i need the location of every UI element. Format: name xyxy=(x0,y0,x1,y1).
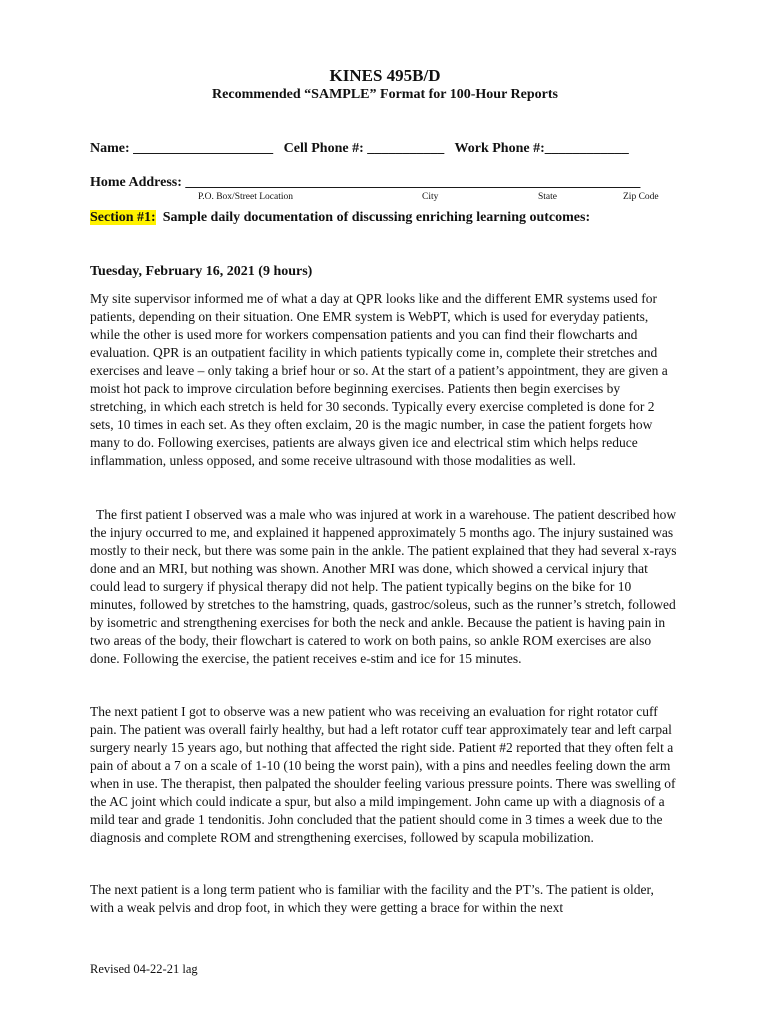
name-field-blank: ____________________ xyxy=(133,141,274,156)
section-title: Sample daily documentation of discussing enriching learning outcomes: xyxy=(162,210,591,225)
contact-row xyxy=(90,141,629,157)
home-address-label: Home Address: xyxy=(90,175,182,190)
address-row xyxy=(90,175,672,191)
state-sublabel: State xyxy=(538,192,557,202)
work-phone-field-blank: ____________ xyxy=(544,141,629,156)
address-sublabels xyxy=(90,192,672,206)
section-heading xyxy=(90,210,590,226)
section-label-highlighted: Section #1: xyxy=(90,210,156,225)
cell-phone-label: Cell Phone #: xyxy=(283,141,364,156)
cell-phone-field-blank: ___________ xyxy=(367,141,445,156)
document-subtitle: Recommended “SAMPLE” Format for 100-Hour Reports xyxy=(212,87,558,102)
revision-footer: Revised 04-22-21 lag xyxy=(90,962,198,976)
entry-paragraph: My site supervisor informed me of what a day at QPR looks like and the different EMR systems used for patients, depending on their situation. One EMR system is WebPT, which is used for everyday patients, while the other is used more for workers compensation patients and you can find their flowcharts and evaluation. QPR is an outpatient facility in which patients typically come in, complete their stretches and exercises and leave – only taking a brief hour or so. At the start of a patient’s appointment, they are given a moist hot pack to improve circulation before beginning exercises. Patients then begin exercises by stretching, in which each stretch is held for 30 seconds. Typically every exercise completed is done for 2 sets, 10 times in each set. As they often exclaim, 20 is the magic number, in case the patient forgets how many to do. Following exercises, patients are always given ice and electrical stim which helps reduce inflammation, unless opposed, and some receive ultrasound with those modalities as well. xyxy=(90,291,668,468)
street-sublabel: P.O. Box/Street Location xyxy=(198,192,293,202)
name-label: Name: xyxy=(90,141,130,156)
document-title: KINES 495B/D xyxy=(329,66,441,85)
home-address-field-blank: _________________________________________________________________ xyxy=(185,175,641,190)
city-sublabel: City xyxy=(422,192,439,202)
entry-paragraph: The first patient I observed was a male who was injured at work in a warehouse. The patient described how the injury occurred to me, and explained it happened approximately 5 months ago. The injury sustained was mostly to their neck, but there was some pain in the ankle. The patient explained that they had several x-rays done and an MRI, but nothing was shown. Another MRI was done, which showed a cervical injury that could lead to surgery if physical therapy did not help. The patient typically begins on the bike for 10 minutes, followed by stretches to the hamstring, quads, gastroc/soleus, such as the runner’s stretch, followed by isometric and strengthening exercises for both the neck and ankle. Because the patient is having pain in two areas of the body, their flowchart is catered to work on both pains, so ankle ROM exercises are also done. Following the exercise, the patient receives e-stim and ice for 15 minutes. xyxy=(90,507,677,666)
entry-date-heading: Tuesday, February 16, 2021 (9 hours) xyxy=(90,264,313,279)
entry-paragraph: The next patient I got to observe was a new patient who was receiving an evaluation for right rotator cuff pain. The patient was overall fairly healthy, but had a left rotator cuff tear approximately tear and left carpal surgery nearly 15 years ago, but nothing that affected the right side. Patient #2 reported that they often felt a pain of about a 7 on a scale of 1-10 (10 being the worst pain), with a pins and needles feeling down the arm when in use. The therapist, then palpated the shoulder feeling various pressure points. There was swelling of the AC joint which could indicate a spur, but also a mild impingement. John came up with a diagnosis of a mild tear and grade 1 tendonitis. John concluded that the patient should come in 3 times a week due to the diagnosis and complete ROM and strengthening exercises, followed by scapula mobilization. xyxy=(90,704,676,845)
entry-paragraph: The next patient is a long term patient who is familiar with the facility and the PT’s. The patient is older, with a weak pelvis and drop foot, in which they were getting a brace for within the next xyxy=(90,882,654,915)
work-phone-label: Work Phone #: xyxy=(454,141,545,156)
zip-sublabel: Zip Code xyxy=(623,192,659,202)
